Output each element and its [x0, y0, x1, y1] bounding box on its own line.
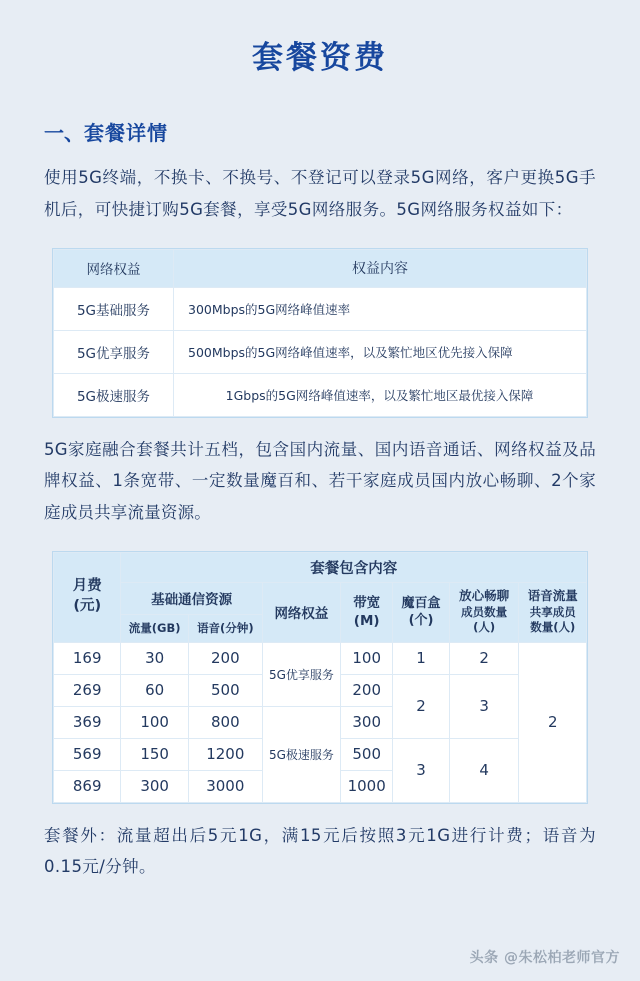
cell-data: 100 — [121, 706, 188, 738]
table-row — [54, 642, 587, 674]
cell-share-members: 2 — [519, 642, 587, 802]
table-row — [54, 373, 587, 416]
mobox-label-line1: 魔百盒 — [401, 595, 441, 611]
benefit-content: 300Mbps的5G网络峰值速率 — [174, 287, 587, 330]
cell-network-rights: 5G优享服务 — [262, 642, 340, 706]
cell-monthly-fee: 169 — [54, 642, 121, 674]
share-label-line1: 语音流量 — [527, 588, 578, 604]
cell-chat-members: 4 — [449, 738, 519, 802]
col-header-network-rights: 网络权益 — [262, 582, 340, 642]
watermark: 头条 @朱松柏老师官方 — [469, 950, 620, 966]
table-row — [54, 287, 587, 330]
cell-chat-members: 2 — [449, 642, 519, 674]
col-header-mobox — [393, 582, 450, 642]
cell-network-rights: 5G极速服务 — [262, 706, 340, 802]
table-header-row-1 — [54, 552, 587, 582]
cell-monthly-fee: 369 — [54, 706, 121, 738]
cell-data: 30 — [121, 642, 188, 674]
col-header-voice: 语音(分钟) — [188, 614, 262, 642]
cell-mobox: 2 — [393, 674, 450, 738]
intro-paragraph: 使用5G终端，不换卡、不换号、不登记可以登录5G网络，客户更换5G手机后，可快捷订购5G套餐，享受5G网络服务。5G网络服务权益如下： — [44, 168, 596, 219]
network-benefits-table-wrapper — [52, 248, 588, 418]
cell-voice: 1200 — [188, 738, 262, 770]
cell-monthly-fee: 269 — [54, 674, 121, 706]
cell-bandwidth: 200 — [341, 674, 393, 706]
benefit-name: 5G基础服务 — [54, 287, 174, 330]
cell-voice: 500 — [188, 674, 262, 706]
cell-monthly-fee: 869 — [54, 770, 121, 802]
table-row — [54, 330, 587, 373]
cell-data: 150 — [121, 738, 188, 770]
share-label-line2: 共享成员 — [529, 604, 576, 619]
cell-chat-members: 3 — [449, 674, 519, 738]
cell-data: 300 — [121, 770, 188, 802]
col-header-share-members — [519, 582, 587, 642]
section-heading-text: 套餐详情 — [84, 121, 168, 146]
monthly-fee-label-line1: 月费 — [72, 578, 102, 595]
benefit-content: 1Gbps的5G网络峰值速率，以及繁忙地区最优接入保障 — [174, 373, 587, 416]
mobox-label-line2: (个) — [408, 613, 434, 629]
benefit-name: 5G优享服务 — [54, 330, 174, 373]
cell-bandwidth: 500 — [341, 738, 393, 770]
package-tiers-table-wrapper — [52, 551, 588, 804]
cell-bandwidth: 300 — [341, 706, 393, 738]
page-title: 套餐资费 — [252, 40, 388, 76]
benefit-name: 5G极速服务 — [54, 373, 174, 416]
outside-package-paragraph: 套餐外：流量超出后5元1G，满15元后按照3元1G进行计费；语音为0.15元/分钟。 — [44, 825, 596, 877]
table-header-row-2 — [54, 582, 587, 614]
col-header-bandwidth — [341, 582, 393, 642]
network-benefits-table — [53, 249, 587, 417]
cell-voice: 3000 — [188, 770, 262, 802]
monthly-fee-label-line2: (元) — [73, 598, 102, 615]
cell-mobox: 1 — [393, 642, 450, 674]
cell-voice: 800 — [188, 706, 262, 738]
benefit-content: 500Mbps的5G网络峰值速率，以及繁忙地区优先接入保障 — [174, 330, 587, 373]
bandwidth-label-line1: 带宽 — [353, 594, 381, 611]
col-header-right-content: 权益内容 — [174, 249, 587, 287]
cell-bandwidth: 100 — [341, 642, 393, 674]
cell-monthly-fee: 569 — [54, 738, 121, 770]
col-header-monthly-fee — [54, 552, 121, 642]
cell-mobox: 3 — [393, 738, 450, 802]
share-label-line3: 数量(人) — [530, 620, 576, 635]
section-number: 一、 — [44, 121, 84, 146]
cell-bandwidth: 1000 — [341, 770, 393, 802]
cell-data: 60 — [121, 674, 188, 706]
bandwidth-label-line2: (M) — [353, 613, 380, 630]
col-header-chat-members — [449, 582, 519, 642]
col-header-data: 流量(GB) — [121, 614, 188, 642]
col-header-network-right: 网络权益 — [54, 249, 174, 287]
chat-label-line1: 放心畅聊 — [459, 588, 510, 604]
cell-voice: 200 — [188, 642, 262, 674]
table-header-row — [54, 249, 587, 287]
package-tiers-table — [53, 552, 587, 803]
col-header-package-contents: 套餐包含内容 — [121, 552, 587, 582]
family-package-paragraph: 5G家庭融合套餐共计五档，包含国内流量、国内语音通话、网络权益及品牌权益、1条宽带、一定数量魔百和、若干家庭成员国内放心畅聊、2个家庭成员共享流量资源。 — [44, 439, 596, 522]
col-header-basic-comm: 基础通信资源 — [121, 582, 262, 614]
section-heading — [44, 117, 640, 146]
chat-label-line2: 成员数量(人) — [461, 604, 508, 635]
